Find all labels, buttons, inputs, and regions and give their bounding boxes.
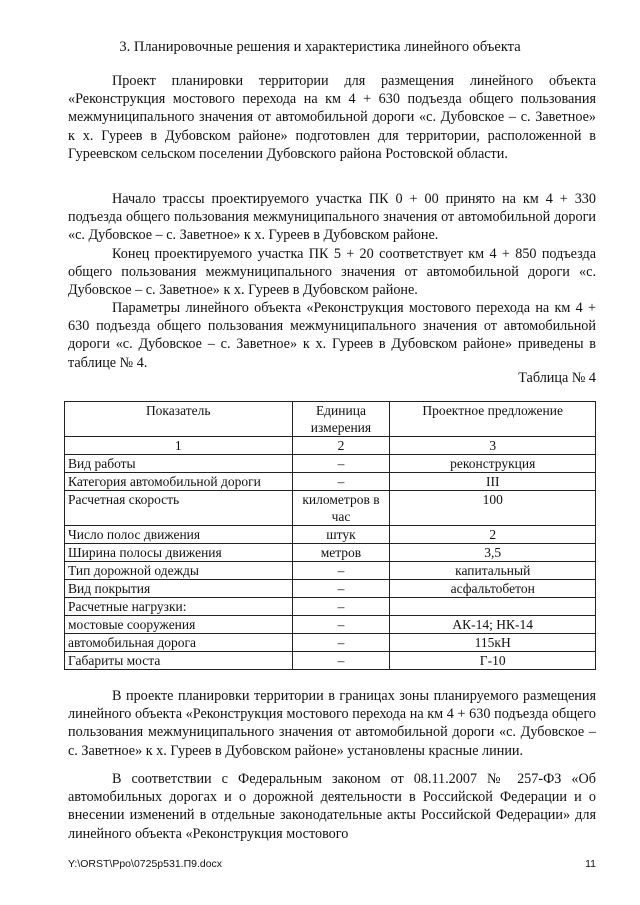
table-header-row — [65, 402, 596, 437]
column-number: 1 — [65, 437, 293, 455]
table-cell: Число полос движения — [65, 526, 293, 544]
column-number: 3 — [390, 437, 596, 455]
table-row — [65, 634, 596, 652]
footer-page-number: 11 — [585, 858, 596, 870]
table-cell: Вид работы — [65, 455, 293, 473]
footer-file-path: Y:\ORST\Ppo\0725p531.П9.docx — [68, 858, 223, 870]
table-cell: асфальтобетон — [390, 580, 596, 598]
table-cell: Вид покрытия — [65, 580, 293, 598]
table-cell: Категория автомобильной дороги — [65, 473, 293, 491]
paragraph-parameters: Параметры линейного объекта «Реконструкция мостового перехода на км 4 + 630 подъезда общего пользования межмуниципального значения от автомобильной дороги «с. Дубовское – с. Заветное» к х. Гуреев в Дубовском районе» приведены в таблице № 4. — [68, 300, 596, 371]
table-cell: – — [292, 455, 390, 473]
header-unit: Единица измерения — [292, 402, 390, 437]
header-proposal: Проектное предложение — [390, 402, 596, 437]
table-cell: 115кН — [390, 634, 596, 652]
table-row — [65, 491, 596, 526]
table-cell: 3,5 — [390, 544, 596, 562]
table-cell: – — [292, 473, 390, 491]
table-cell: – — [292, 652, 390, 670]
table-cell — [390, 598, 596, 616]
paragraph-route-start: Начало трассы проектируемого участка ПК 0 + 00 принято на км 4 + 330 подъезда общего пользования межмуниципального значения от автомобильной дороги «с. Дубовское – с. Заветное» к х. Гуреев в Дубовском районе. — [68, 191, 596, 244]
table-row — [65, 562, 596, 580]
table-cell: – — [292, 598, 390, 616]
table-cell: – — [292, 634, 390, 652]
table-cell: Габариты моста — [65, 652, 293, 670]
table-row — [65, 580, 596, 598]
table-cell: – — [292, 616, 390, 634]
table-cell: штук — [292, 526, 390, 544]
column-number: 2 — [292, 437, 390, 455]
table-cell: Г-10 — [390, 652, 596, 670]
table-row — [65, 652, 596, 670]
parameters-table — [64, 401, 596, 670]
table-cell: метров — [292, 544, 390, 562]
table-cell: АК-14; НК-14 — [390, 616, 596, 634]
table-row — [65, 455, 596, 473]
table-cell: реконструкция — [390, 455, 596, 473]
paragraph-red-lines: В проекте планировки территории в границах зоны планируемого размещения линейного объекта «Реконструкция мостового перехода на км 4 + 630 подъезда общего пользования межмуниципального значения от автомобильной дороги «с. Дубовское – с. Заветное» к х. Гуреев в Дубовском районе» установлены красные линии. — [68, 688, 596, 759]
paragraph-federal-law: В соответствии с Федеральным законом от 08.11.2007 № 257-ФЗ «Об автомобильных дорогах и о дорожной деятельности в Российской Федерации и о внесении изменений в отдельные законодательные акты Российской Федерации» для линейного объекта «Реконструкция мостового — [68, 771, 596, 842]
table-cell: мостовые сооружения — [65, 616, 293, 634]
table-row — [65, 616, 596, 634]
paragraph-intro: Проект планировки территории для размещения линейного объекта «Реконструкция мостового перехода на км 4 + 630 подъезда общего пользования межмуниципального значения от автомобильной дороги «с. Дубовское – с. Заветное» к х. Гуреев в Дубовском районе» подготовлен для территории, расположенной в Гуреевском сельском поселении Дубовского района Ростовской области. — [68, 73, 596, 162]
table-cell: капитальный — [390, 562, 596, 580]
table-cell: 100 — [390, 491, 596, 526]
section-heading: 3. Планировочные решения и характеристика линейного объекта — [119, 39, 521, 55]
table-column-numbers-row — [65, 437, 596, 455]
table-row — [65, 473, 596, 491]
table-cell: Тип дорожной одежды — [65, 562, 293, 580]
table-cell: – — [292, 580, 390, 598]
table-cell: 2 — [390, 526, 596, 544]
table-cell: Расчетные нагрузки: — [65, 598, 293, 616]
table-cell: Ширина полосы движения — [65, 544, 293, 562]
table-cell: автомобильная дорога — [65, 634, 293, 652]
table-row — [65, 544, 596, 562]
table-row — [65, 526, 596, 544]
table-cell: Расчетная скорость — [65, 491, 293, 526]
table-caption: Таблица № 4 — [518, 370, 596, 386]
table-cell: III — [390, 473, 596, 491]
paragraph-route-end: Конец проектируемого участка ПК 5 + 20 соответствует км 4 + 850 подъезда общего пользования межмуниципального значения от автомобильной дороги «с. Дубовское – с. Заветное» к х. Гуреев в Дубовском районе. — [68, 246, 596, 299]
table-cell: – — [292, 562, 390, 580]
table-row — [65, 598, 596, 616]
header-indicator: Показатель — [65, 402, 293, 437]
table-cell: километров в час — [292, 491, 390, 526]
